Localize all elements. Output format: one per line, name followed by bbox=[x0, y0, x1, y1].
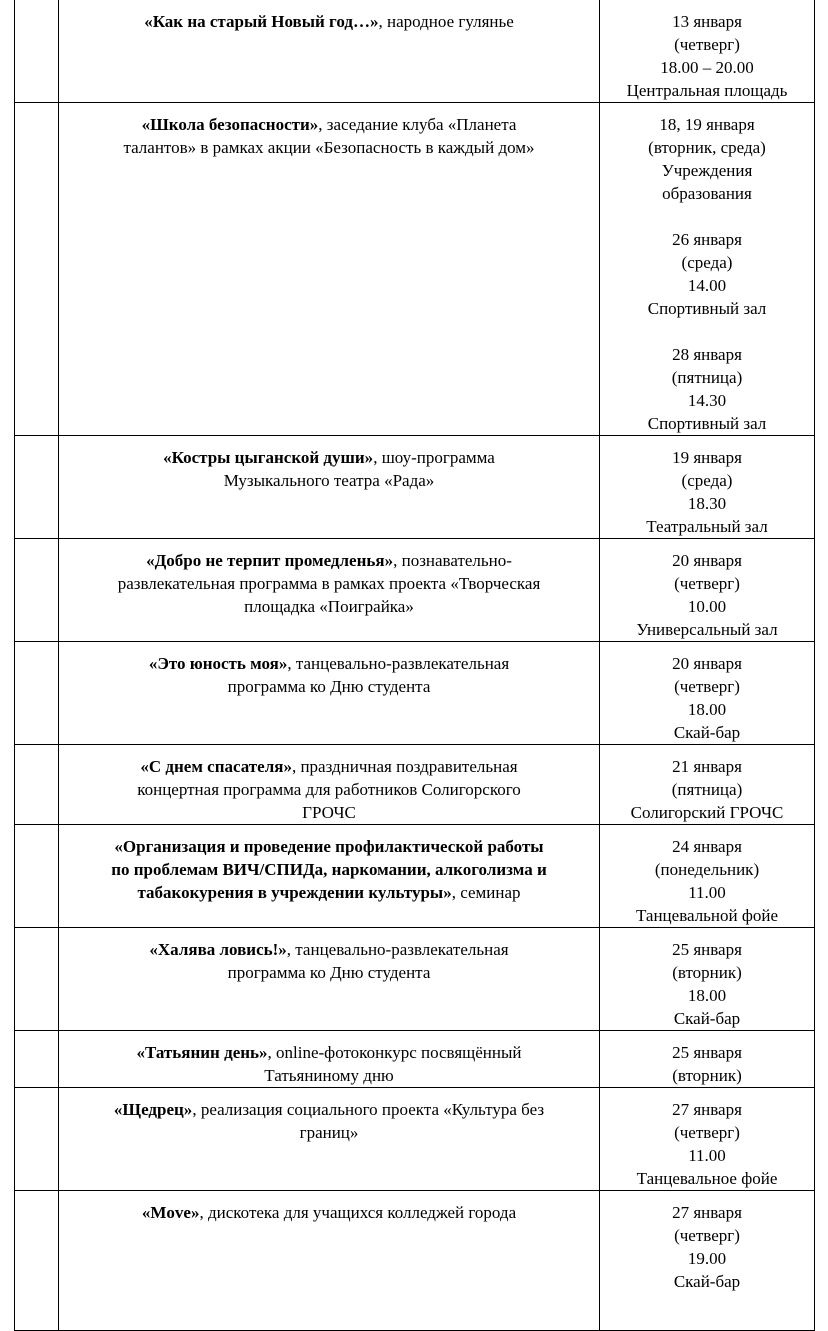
event-description: , познавательно- bbox=[393, 551, 512, 570]
event-description: , танцевально-развлекательная bbox=[286, 940, 509, 959]
row-number-cell bbox=[15, 436, 59, 539]
date-place-line: 25 января bbox=[672, 940, 742, 959]
event-title: «Move» bbox=[141, 1203, 200, 1222]
date-place-line: 11.00 bbox=[688, 883, 726, 902]
table-row bbox=[15, 745, 815, 825]
date-place-line: 10.00 bbox=[687, 597, 727, 616]
event-description: развлекательная программа в рамках проекта «Творческая bbox=[117, 574, 541, 593]
date-place-line: (четверг) bbox=[674, 677, 740, 696]
table-row bbox=[15, 1031, 815, 1088]
date-place-cell bbox=[600, 1088, 815, 1191]
event-description: , online-фотоконкурс посвящённый bbox=[267, 1043, 522, 1062]
row-number-cell bbox=[15, 745, 59, 825]
event-description: , семинар bbox=[451, 883, 521, 902]
row-number-cell bbox=[15, 539, 59, 642]
event-description: талантов» в рамках акции «Безопасность в каждый дом» bbox=[123, 138, 535, 157]
event-text-line bbox=[65, 1041, 593, 1064]
date-place-line: 27 января bbox=[672, 1100, 742, 1119]
date-place-line: (пятница) bbox=[671, 780, 743, 799]
date-place-line: (четверг) bbox=[674, 35, 740, 54]
event-text-line bbox=[65, 778, 593, 801]
event-title: табакокурения в учреждении культуры» bbox=[137, 883, 452, 902]
event-text-line bbox=[65, 572, 593, 595]
date-place-line: Скай-бар bbox=[673, 723, 741, 742]
event-cell bbox=[59, 825, 600, 928]
event-text-line bbox=[65, 595, 593, 618]
date-place-line: 13 января bbox=[672, 12, 742, 31]
date-place-cell bbox=[600, 745, 815, 825]
event-text-line bbox=[65, 446, 593, 469]
row-number-cell bbox=[15, 642, 59, 745]
event-title: по проблемам ВИЧ/СПИДа, наркомании, алкоголизма и bbox=[111, 860, 547, 879]
date-place-line: 18.00 bbox=[687, 700, 727, 719]
event-cell bbox=[59, 0, 600, 103]
row-number-cell bbox=[15, 1191, 59, 1331]
date-place-cell bbox=[600, 825, 815, 928]
event-description: концертная программа для работников Солигорского bbox=[137, 780, 521, 799]
event-cell bbox=[59, 745, 600, 825]
date-place-cell bbox=[600, 1191, 815, 1331]
event-cell bbox=[59, 1031, 600, 1088]
event-title: «Как на старый Новый год…» bbox=[144, 12, 379, 31]
date-place-cell bbox=[600, 436, 815, 539]
table-row bbox=[15, 928, 815, 1031]
event-title: «Халява ловись!» bbox=[149, 940, 287, 959]
event-text-line bbox=[65, 549, 593, 572]
date-place-line: (среда) bbox=[681, 471, 733, 490]
events-table bbox=[14, 0, 815, 1331]
table-row bbox=[15, 825, 815, 928]
date-place-cell bbox=[600, 1031, 815, 1088]
date-place-line bbox=[602, 205, 812, 228]
event-cell bbox=[59, 928, 600, 1031]
row-number-cell bbox=[15, 103, 59, 436]
date-place-line: образования bbox=[662, 184, 752, 203]
event-text-line bbox=[65, 1064, 593, 1087]
date-place-line: 14.30 bbox=[687, 391, 727, 410]
event-text-line bbox=[65, 961, 593, 984]
event-description: , реализация социального проекта «Культура без bbox=[192, 1100, 545, 1119]
date-place-line: 21 января bbox=[672, 757, 742, 776]
event-description: ГРОЧС bbox=[302, 803, 356, 822]
event-description: программа ко Дню студента bbox=[227, 677, 431, 696]
table-row bbox=[15, 1088, 815, 1191]
event-description: , танцевально-развлекательная bbox=[287, 654, 510, 673]
event-text-line bbox=[65, 1121, 593, 1144]
event-description: границ» bbox=[299, 1123, 359, 1142]
date-place-line: 20 января bbox=[672, 551, 742, 570]
event-description: , праздничная поздравительная bbox=[291, 757, 518, 776]
row-number-cell bbox=[15, 825, 59, 928]
date-place-line: 26 января bbox=[672, 230, 742, 249]
date-place-cell bbox=[600, 642, 815, 745]
table-row bbox=[15, 103, 815, 436]
event-description: площадка «Поиграйка» bbox=[244, 597, 414, 616]
table-row bbox=[15, 0, 815, 103]
date-place-line: 19.00 bbox=[687, 1249, 727, 1268]
date-place-line: Скай-бар bbox=[673, 1009, 741, 1028]
date-place-line: Центральная площадь bbox=[626, 81, 788, 100]
date-place-cell bbox=[600, 103, 815, 436]
date-place-cell bbox=[600, 0, 815, 103]
date-place-line: Театральный зал bbox=[646, 517, 768, 536]
date-place-line: 18.00 – 20.00 bbox=[660, 58, 754, 77]
date-place-line: Солигорский ГРОЧС bbox=[630, 803, 784, 822]
row-number-cell bbox=[15, 928, 59, 1031]
event-text-line bbox=[65, 1201, 593, 1224]
event-description: Татьяниному дню bbox=[264, 1066, 394, 1085]
date-place-cell bbox=[600, 928, 815, 1031]
date-place-line: 28 января bbox=[672, 345, 742, 364]
event-text-line bbox=[65, 113, 593, 136]
event-text-line bbox=[65, 10, 593, 33]
date-place-line: 24 января bbox=[672, 837, 742, 856]
event-description: программа ко Дню студента bbox=[227, 963, 431, 982]
event-title: «Это юность моя» bbox=[148, 654, 288, 673]
event-text-line bbox=[65, 469, 593, 492]
date-place-line: Скай-бар bbox=[673, 1272, 741, 1291]
event-text-line bbox=[65, 881, 593, 904]
date-place-line: (пятница) bbox=[671, 368, 743, 387]
event-text-line bbox=[65, 755, 593, 778]
date-place-cell bbox=[600, 539, 815, 642]
event-description: , шоу-программа bbox=[373, 448, 495, 467]
event-title: «Добро не терпит промедленья» bbox=[146, 551, 394, 570]
date-place-line: 18.00 bbox=[687, 986, 727, 1005]
row-number-cell bbox=[15, 1088, 59, 1191]
date-place-line: Универсальный зал bbox=[636, 620, 778, 639]
date-place-line: Танцевальное фойе bbox=[636, 1169, 778, 1188]
event-text-line bbox=[65, 675, 593, 698]
event-description: Музыкального театра «Рада» bbox=[223, 471, 435, 490]
table-row bbox=[15, 539, 815, 642]
event-text-line bbox=[65, 801, 593, 824]
date-place-line: 18, 19 января bbox=[659, 115, 755, 134]
date-place-line: 11.00 bbox=[688, 1146, 726, 1165]
date-place-line: (вторник) bbox=[672, 1066, 742, 1085]
event-description: , дискотека для учащихся колледжей города bbox=[199, 1203, 517, 1222]
table-row bbox=[15, 1191, 815, 1331]
event-cell bbox=[59, 1191, 600, 1331]
date-place-line: Спортивный зал bbox=[647, 414, 767, 433]
date-place-line: 14.00 bbox=[687, 276, 727, 295]
date-place-line: (среда) bbox=[681, 253, 733, 272]
event-title: «Школа безопасности» bbox=[141, 115, 319, 134]
date-place-line: (понедельник) bbox=[654, 860, 760, 879]
event-title: «Татьянин день» bbox=[136, 1043, 268, 1062]
date-place-line: (вторник) bbox=[672, 963, 742, 982]
table-row bbox=[15, 642, 815, 745]
date-place-line: 27 января bbox=[672, 1203, 742, 1222]
date-place-line bbox=[602, 320, 812, 343]
event-description: , заседание клуба «Планета bbox=[318, 115, 517, 134]
event-description: , народное гулянье bbox=[378, 12, 514, 31]
event-title: «С днем спасателя» bbox=[140, 757, 292, 776]
event-text-line bbox=[65, 1098, 593, 1121]
date-place-line: Учреждения bbox=[661, 161, 753, 180]
event-text-line bbox=[65, 938, 593, 961]
date-place-line: (четверг) bbox=[674, 1123, 740, 1142]
event-text-line bbox=[65, 858, 593, 881]
date-place-line: 18.30 bbox=[687, 494, 727, 513]
event-cell bbox=[59, 1088, 600, 1191]
date-place-line: 20 января bbox=[672, 654, 742, 673]
event-cell bbox=[59, 539, 600, 642]
event-cell bbox=[59, 103, 600, 436]
date-place-line: 19 января bbox=[672, 448, 742, 467]
event-cell bbox=[59, 436, 600, 539]
event-text-line bbox=[65, 652, 593, 675]
row-number-cell bbox=[15, 0, 59, 103]
event-title: «Щедрец» bbox=[113, 1100, 193, 1119]
event-text-line bbox=[65, 835, 593, 858]
date-place-line: (вторник, среда) bbox=[648, 138, 766, 157]
row-number-cell bbox=[15, 1031, 59, 1088]
event-title: «Костры цыганской души» bbox=[163, 448, 374, 467]
event-title: «Организация и проведение профилактической работы bbox=[114, 837, 544, 856]
event-text-line bbox=[65, 136, 593, 159]
date-place-line: 25 января bbox=[672, 1043, 742, 1062]
event-cell bbox=[59, 642, 600, 745]
date-place-line: (четверг) bbox=[674, 574, 740, 593]
date-place-line: Танцевальной фойе bbox=[635, 906, 779, 925]
date-place-line: Спортивный зал bbox=[647, 299, 767, 318]
date-place-line: (четверг) bbox=[674, 1226, 740, 1245]
table-row bbox=[15, 436, 815, 539]
